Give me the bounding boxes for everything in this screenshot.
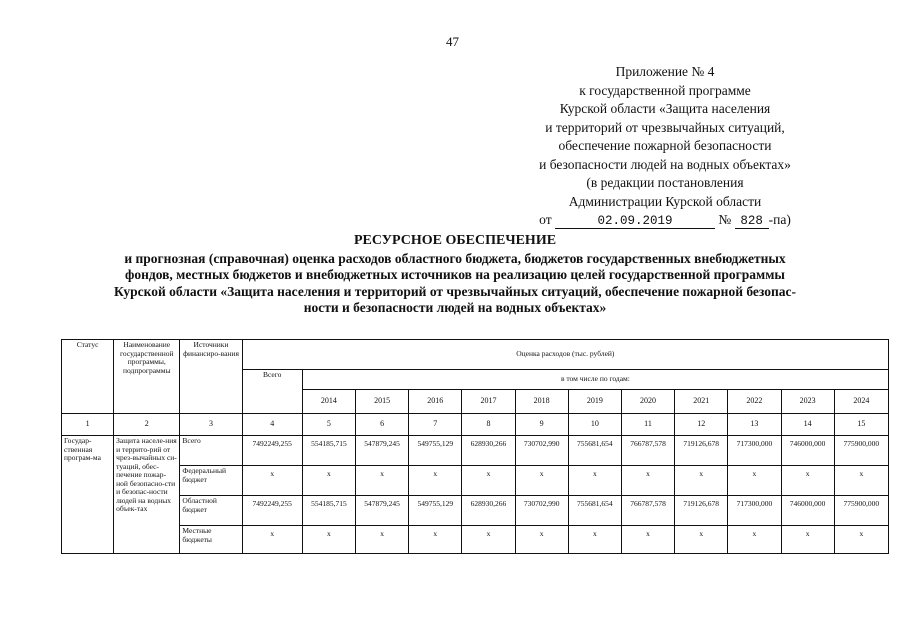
header-status: Статус — [62, 340, 114, 414]
value-cell: x — [781, 466, 834, 496]
title-line: ности и безопасности людей на водных объектах» — [303, 300, 607, 315]
status-cell: Государ-ственная програм-ма — [62, 436, 114, 554]
value-cell: x — [462, 526, 515, 554]
header-name: Наименование государственной программы, подпрограммы — [114, 340, 180, 414]
value-cell: 730702,990 — [515, 496, 568, 526]
header-year: 2015 — [356, 390, 409, 414]
header-year: 2020 — [621, 390, 674, 414]
header-estimate: Оценка расходов (тыс. рублей) — [242, 340, 888, 370]
value-cell: 628930,266 — [462, 436, 515, 466]
column-number: 6 — [356, 414, 409, 436]
value-cell: 766787,578 — [621, 436, 674, 466]
decree-number: 828 — [735, 214, 769, 229]
header-source: Источники финансиро-вания — [180, 340, 242, 414]
appendix-date-line — [470, 211, 860, 230]
column-number: 4 — [242, 414, 302, 436]
value-cell: 717300,000 — [728, 436, 781, 466]
column-number: 10 — [568, 414, 621, 436]
value-cell: 719126,678 — [675, 496, 728, 526]
number-prefix: № — [718, 212, 732, 227]
value-cell: x — [409, 526, 462, 554]
value-cell: 7492249,255 — [242, 436, 302, 466]
appendix-line: Администрации Курской области — [568, 193, 762, 209]
value-cell: x — [675, 466, 728, 496]
value-cell: 7492249,255 — [242, 496, 302, 526]
value-cell: x — [621, 466, 674, 496]
decree-date: 02.09.2019 — [555, 214, 715, 229]
value-cell: 628930,266 — [462, 496, 515, 526]
value-cell: x — [568, 526, 621, 554]
value-cell: 547879,245 — [356, 496, 409, 526]
source-cell: Местные бюджеты — [180, 526, 242, 554]
value-cell: x — [356, 466, 409, 496]
page-number: 47 — [446, 34, 459, 49]
value-cell: 549755,129 — [409, 436, 462, 466]
table-row — [62, 436, 889, 466]
appendix-line: и безопасности людей на водных объектах» — [539, 156, 791, 172]
value-cell: x — [242, 466, 302, 496]
value-cell: 775900,000 — [834, 436, 888, 466]
value-cell: x — [302, 466, 355, 496]
value-cell: x — [568, 466, 621, 496]
value-cell: x — [356, 526, 409, 554]
title-line: Курской области «Защита населения и территорий от чрезвычайных ситуаций, обеспечение пожарной безопас- — [113, 283, 797, 299]
header-year: 2014 — [302, 390, 355, 414]
header-year: 2017 — [462, 390, 515, 414]
column-number-row — [62, 414, 889, 436]
budget-table — [61, 339, 889, 554]
source-cell: Всего — [180, 436, 242, 466]
appendix-block — [470, 63, 860, 230]
table-row — [62, 526, 889, 554]
value-cell: 549755,129 — [409, 496, 462, 526]
value-cell: x — [621, 526, 674, 554]
header-year: 2023 — [781, 390, 834, 414]
value-cell: 554185,715 — [302, 496, 355, 526]
value-cell: 719126,678 — [675, 436, 728, 466]
value-cell: 775900,000 — [834, 496, 888, 526]
column-number: 8 — [462, 414, 515, 436]
column-number: 11 — [621, 414, 674, 436]
column-number: 5 — [302, 414, 355, 436]
table-row — [62, 496, 889, 526]
table-header-row — [62, 340, 889, 370]
column-number: 1 — [62, 414, 114, 436]
column-number: 15 — [834, 414, 888, 436]
header-year: 2022 — [728, 390, 781, 414]
column-number: 14 — [781, 414, 834, 436]
value-cell: x — [515, 526, 568, 554]
value-cell: 547879,245 — [356, 436, 409, 466]
title-line: фондов, местных бюджетов и внебюджетных источников на реализацию целей государственной программы — [125, 267, 785, 282]
column-number: 12 — [675, 414, 728, 436]
appendix-line: (в редакции постановления — [586, 175, 744, 190]
value-cell: x — [242, 526, 302, 554]
value-cell: 746000,000 — [781, 436, 834, 466]
column-number: 3 — [180, 414, 242, 436]
appendix-line: Курской области «Защита населения — [559, 101, 771, 116]
source-cell: Федеральный бюджет — [180, 466, 242, 496]
value-cell: x — [515, 466, 568, 496]
source-cell: Областной бюджет — [180, 496, 242, 526]
date-prefix: от — [539, 212, 552, 227]
title-heading: РЕСУРСНОЕ ОБЕСПЕЧЕНИЕ — [353, 233, 557, 248]
table-row — [62, 466, 889, 496]
column-number: 7 — [409, 414, 462, 436]
value-cell: x — [728, 466, 781, 496]
document-title — [60, 233, 850, 317]
value-cell: x — [834, 466, 888, 496]
value-cell: 717300,000 — [728, 496, 781, 526]
value-cell: x — [462, 466, 515, 496]
appendix-line: Приложение № 4 — [615, 64, 715, 79]
value-cell: x — [409, 466, 462, 496]
value-cell: 730702,990 — [515, 436, 568, 466]
header-year: 2019 — [568, 390, 621, 414]
value-cell: 766787,578 — [621, 496, 674, 526]
value-cell: x — [302, 526, 355, 554]
column-number: 13 — [728, 414, 781, 436]
header-year: 2024 — [834, 390, 888, 414]
header-by-years: в том числе по годам: — [302, 370, 888, 390]
appendix-line: и территорий от чрезвычайных ситуаций, — [545, 119, 785, 135]
column-number: 2 — [114, 414, 180, 436]
header-year: 2016 — [409, 390, 462, 414]
title-line: и прогнозная (справочная) оценка расходов областного бюджета, бюджетов государственных внебюджетных — [124, 250, 786, 266]
appendix-line: к государственной программе — [579, 82, 751, 98]
value-cell: 755681,654 — [568, 496, 621, 526]
program-name-cell: Защита населе-ния и террито-рий от чрез-вычайных си-туаций, обес-печение пожар-ной безопасно-сти и безопас-ности людей на водных объек-тах — [114, 436, 180, 554]
value-cell: x — [728, 526, 781, 554]
value-cell: 746000,000 — [781, 496, 834, 526]
header-year: 2018 — [515, 390, 568, 414]
number-suffix: -па) — [768, 212, 791, 227]
appendix-line: обеспечение пожарной безопасности — [558, 138, 772, 153]
column-number: 9 — [515, 414, 568, 436]
value-cell: x — [834, 526, 888, 554]
value-cell: x — [675, 526, 728, 554]
value-cell: 554185,715 — [302, 436, 355, 466]
header-total: Всего — [242, 370, 302, 414]
header-year: 2021 — [675, 390, 728, 414]
value-cell: 755681,654 — [568, 436, 621, 466]
value-cell: x — [781, 526, 834, 554]
